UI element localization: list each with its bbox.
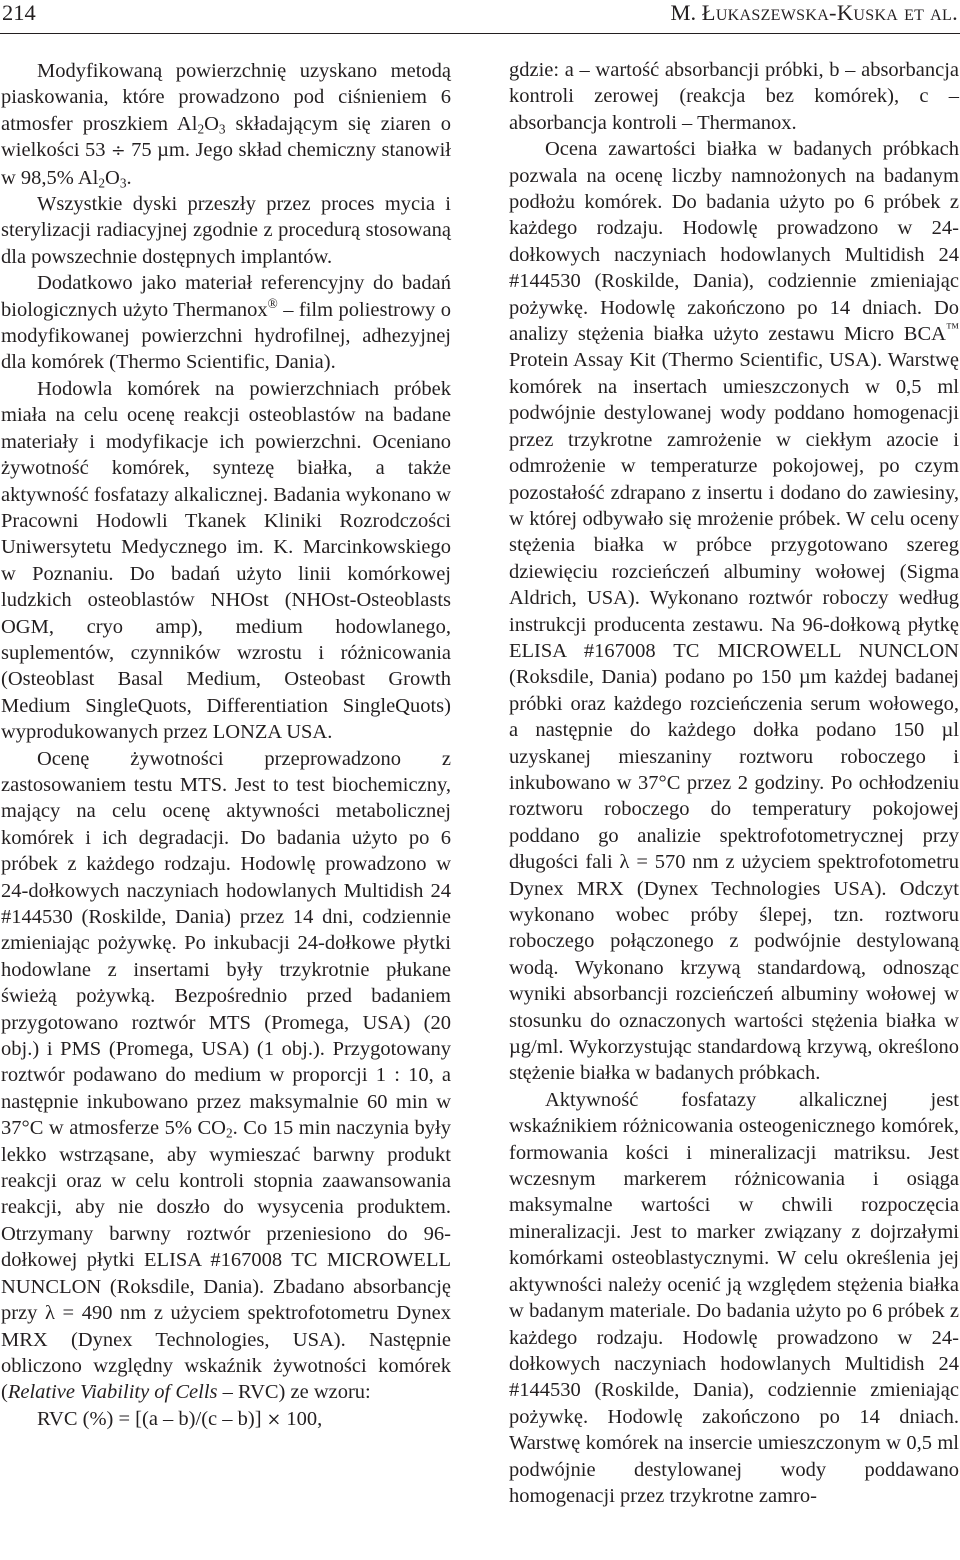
paragraph-protein-assessment: Ocena zawartości białka w badanych próbkach pozwala na ocenę liczby namnożonych na badanym podłożu komórek. Do badania użyto po 6 próbek z każdego rodzaju. Hodowlę prowadzono w 24-dołkowych naczyniach hodowlanych Multidish 24 #144530 (Roskilde, Dania), codziennie zmieniając pożywkę. Hodowlę zakończono po 14 dniach. Do analizy stężenia białka użyto zestawu Micro BCA™ Protein Assay Kit (Thermo Scientific, USA). Warstwę komórek na insertach umieszczonych w 0,5 ml podwójnie destylowanej wody poddano homogenacji przez trzykrotne zamrożenie w ciekłym azocie i odmrożenie w temperaturze pokojowej, po czym pozostałość zdrapano z insertu i dodano do zawiesiny, w której odbywało się mrożenie próbek. W celu oceny stężenia białka w próbce przygotowano szereg dziewięciu rozcieńczeń albuminy wołowej (Sigma Aldrich, USA). Wykonano roztwór roboczy według instrukcji producenta zestawu. Na 96-dołkową płytkę ELISA #167008 TC MICROWELL NUNCLON (Roksdile, Dania) podano po 150 µm każdej badanej próbki oraz każdego rozcieńczenia serum wołowego, a następnie do każdego dołka podano 150 µl uzyskanej mieszaniny roztworu roboczego i inkubowano w 37°C przez 2 godziny. Po ochłodzeniu roztworu roboczego do temperatury pokojowej poddano go analizie spektrofotometrycznej przy długości fali λ = 570 nm z użyciem spektrofotometru Dynex MRX (Dynex Technologies USA). Odczyt wykonano wobec próby ślepej, tzn. roztworu roboczego połączonego z podwójnie destylowaną wodą. Wykonano krzywą standardową, odnosząc wyniki absorbancji rozcieńczeń albuminy wołowej w stosunku do oznaczonych wartości stężenia białka w µg/ml. Wykorzystując standardową krzywą, określono stężenie białka w badanych próbkach. <box>509 138 959 1085</box>
rvc-formula: RVC (%) = [(a – b)/(c – b)] × 100, <box>37 1407 323 1430</box>
paragraph-sandblasting: Modyfikowaną powierzchnię uzyskano metodą piaskowania, które prowadzono pod ciśnieniem 6 atmosfer proszkiem $Al_2O_3$ składającym się ziaren o wielkości 53 ÷ 75 µm. Jego skład chemiczny stanowił w 98,5% $Al_2O_3$. <box>1 60 451 190</box>
running-head-initial: M. <box>670 0 702 25</box>
paragraph-alkaline-phosphatase: Aktywność fosfatazy alkalicznej jest wskaźnikiem różnicowania osteogenicznego komórek, formowania kości i mineralizacji matriksu. Jest wczesnym markerem różnicowania i osiąga maksymalne wartości w chwili rozpoczęcia mineralizacji. Jest to marker związany z dojrzałymi komórkami osteoblastycznymi. W celu określenia jej aktywności należy ocenić ją względem stężenia białka w badanym materiale. Do badania użyto po 6 próbek z każdego rodzaju. Hodowlę prowadzono w 24-dołkowych naczyniach hodowlanych Multidish 24 #144530 (Roskilde, Dania), codziennie zmieniając pożywkę. Hodowlę zakończono po 14 dniach. Warstwę komórek na insercie umieszczonym w 0,5 ml podwójnie destylowanej wody poddawano homogenacji przez trzykrotne zamro- <box>509 1088 959 1507</box>
paragraph-formula-legend: gdzie: a – wartość absorbancji próbki, b – absorbancja kontroli zerowej (reakcja bez komórek), c – absorbancja kontroli – Thermanox. <box>509 59 959 134</box>
page-number: 214 <box>2 0 36 25</box>
paragraph-mts-test: Ocenę żywotności przeprowadzono z zastosowaniem testu MTS. Jest to test biochemiczny, mający na celu ocenę aktywności metabolicznej komórek i ich degradacji. Do badania użyto po 6 próbek z każdego rodzaju. Hodowlę prowadzono w 24-dołkowych naczyniach hodowlanych Multidish 24 #144530 (Roskilde, Dania) przez 14 dni, codziennie zmieniając pożywkę. Po inkubacji 24-dołkowe płytki hodowlane z insertami były trzykrotnie płukane świeżą pożywką. Bezpośrednio przed badaniem przygotowano roztwór MTS (Promega, USA) (20 obj.) i PMS (Promega, USA) (1 obj.). Przygotowany roztwór podawano do medium w proporcji 1 : 10, a następnie inkubowano przez maksymalnie 60 min w 37°C w atmosferze 5% $CO_2$. Co 15 min naczynia były lekko wstrząsane, aby wymieszać barwny produkt reakcji oraz w celu kontroli stopnia zaawansowania reakcji, aby nie doszło do wysycenia produktem. Otrzymany barwny roztwór przeniesiono do 96-dołkowej płytki ELISA #167008 TC MICROWELL NUNCLON (Roksdile, Dania). Zbadano absorbancję przy λ = 490 nm z użyciem spektrofotometru Dynex MRX (Dynex Technologies, USA). Następnie obliczono względny wskaźnik żywotności komórek (Relative Viability of Cells – RVC) ze wzoru: <box>1 747 451 1404</box>
division-symbol: ÷ <box>111 141 126 162</box>
paragraph-sterilization: Wszystkie dyski przeszły przez proces mycia i sterylizacji radiacyjnej zgodnie z procedurą stosowaną dla powszechnie dostępnych implantów. <box>1 193 451 268</box>
left-column <box>1 58 451 1433</box>
trademark-mark: ™ <box>945 320 959 336</box>
paragraph-cell-culture: Hodowla komórek na powierzchniach próbek miała na celu ocenę reakcji osteoblastów na badane materiały i modyfikacje ich powierzchni. Oceniano żywotność komórek, syntezę białka, a także aktywność fosfatazy alkalicznej. Badania wykonano w Pracowni Hodowli Tkanek Kliniki Rozrodczości Uniwersytetu Medycznego im. K. Marcinkowskiego w Poznaniu. Do badań użyto linii komórkowej ludzkich osteoblastów NHOst (NHOst-Osteoblasts OGM, cryo amp), medium hodowlanego, suplementów, czynników wzrostu i różnicowania (Osteoblast Basal Medium, Osteobast Growth Medium SingleQuots, Differentiation SingleQuots) wyprodukowanych przez LONZA USA. <box>1 377 451 744</box>
multiplication-symbol: × <box>266 1409 282 1430</box>
running-head <box>671 0 958 26</box>
running-head-authors: Łukaszewska-Kuska et al. <box>701 0 958 25</box>
header-rule <box>0 33 960 34</box>
registered-mark: ® <box>267 295 278 311</box>
right-column <box>509 57 959 1509</box>
paragraph-reference-material: Dodatkowo jako materiał referencyjny do badań biologicznych użyto Thermanox® – film poliestrowy o modyfikowanej powierzchni hydrofilnej, adhezyjnej dla komórek (Thermo Scientific, Dania). <box>1 272 451 374</box>
page-header <box>0 0 960 36</box>
